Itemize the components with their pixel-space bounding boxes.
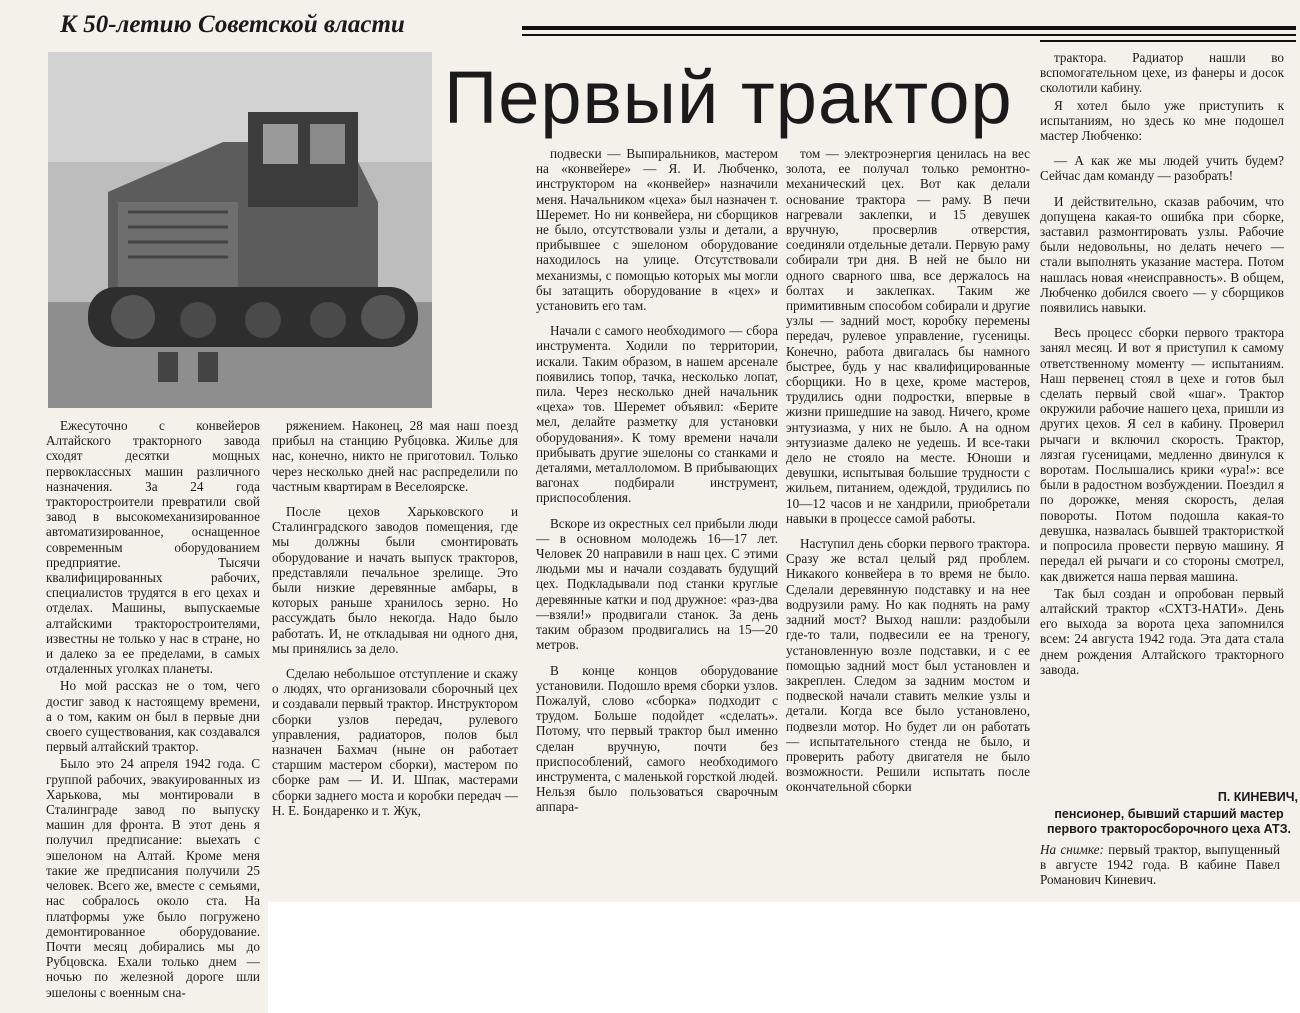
col5-paragraph: Так был создан и опробован первый алтайский трактор «СХТЗ-НАТИ». День его выхода за ворота цеха запомнился всем: 24 августа 1942 года. Эта дата стала днем рождения Алтайского тракторного завода. bbox=[1040, 585, 1284, 677]
column-3 bbox=[536, 146, 778, 902]
author-title: пенсионер, бывший старший мастер первого тракторосборочного цеха АТЗ. bbox=[1047, 807, 1291, 836]
col1-paragraph: Было это 24 апреля 1942 года. С группой рабочих, эвакуированных из Харькова, мы монтировали в Сталинграде завод по выпуску машин для фронта. В этот день я получил предписание: выехать с эшелоном на Алтай. Кроме меня такие же предписания получили 25 человек. Всего же, вместе с семьями, нас собралось около ста. На платформы уже было погружено демонтированное оборудование. Почти месяц добирались мы до Рубцовска. Ехали только днем — ночью по железной дороге шли эшелоны с военным сна- bbox=[46, 756, 260, 1000]
caption-text: первый трактор, выпущенный в августе 1942 года. В кабине Павел Романович Киневич. bbox=[1040, 842, 1280, 888]
col3-paragraph: Начали с самого необходимого — сбора инструмента. Ходили по территории, искали. Таким образом, в нашем арсенале появились топор, тачка, несколько лопат, пила. Через несколько дней начальник «цеха» тов. Шеремет объявил: «Берите мел, делайте разметку для установки оборудования». К тому времени начали прибывать другие эшелоны со станками и деталями, металлоломом. В прибывающих вагонах подбирали инструмент, приспособления. bbox=[536, 323, 778, 506]
photo-caption bbox=[1040, 842, 1280, 888]
col2-paragraph: После цехов Харьковского и Сталинградского заводов помещения, где мы должны были смонтировать оборудование и начать выпуск тракторов, представляли печальное зрелище. Это были низкие деревянные амбары, в которых раньше хранилось зерно. Но рассуждать было некогда. Надо было работать. И, не откладывая ни одного дня, мы принялись за дело. bbox=[272, 504, 518, 656]
col5-paragraph: И действительно, сказав рабочим, что допущена какая-то ошибка при сборке, заставил размонтировать узлы. Рабочие были недовольны, но делать нечего — стали выполнять указание мастера. Потом нашлась новая «неисправность». В общем, Любченко добился своего — у сборщиков появились навыки. bbox=[1040, 193, 1284, 316]
header-rule-thin-lower bbox=[1040, 40, 1296, 42]
col5-paragraph: Я хотел было уже приступить к испытаниям, но здесь ко мне подошел мастер Любченко: bbox=[1040, 97, 1284, 144]
col5-paragraph: трактора. Радиатор нашли во вспомогательном цехе, из фанеры и досок сколотили кабину. bbox=[1040, 50, 1284, 96]
col4-paragraph: Наступил день сборки первого трактора. Сразу же встал целый ряд проблем. Никакого конвейера в то время не было. Сделали деревянную подставку и на нее водрузили раму. Но как поднять на раму задний мост? Выход нашли: раздобыли где-то тали, подвесили ее на треногу, установленную возле подставки, и с ее помощью задний мост был установлен и закреплен. Следом за задним мостом и подвеской начали ставить мелкие узлы и детали. Когда все было установлено, подвезли мотор. Но будет ли он работать — испытательного стенда не было, и проверить работу двигателя не было возможности. Решили испытать после окончательной сборки bbox=[786, 536, 1030, 795]
col1-paragraph: Но мой рассказ не о том, чего достиг завод к настоящему времени, а о том, каким он был в первые дни своего существования, как создавался первый алтайский трактор. bbox=[46, 678, 260, 755]
column-1 bbox=[46, 418, 260, 1013]
col3-paragraph: подвески — Выпиральников, мастером на «конвейере» — Я. И. Любченко, инструктором на «конвейер» назначили меня. Начальником «цеха» был назначен т. Шеремет. Но ни конвейера, ни сборщиков не было, отсутствовали узлы и детали, а прибывшее с эшелоном оборудование находилось на улице. Отсутствовали механизмы, с помощью которых мы могли бы затащить оборудование в «цех» и установить его там. bbox=[536, 146, 778, 314]
article-headline: Первый трактор bbox=[444, 56, 1013, 139]
col1-paragraph: Ежесуточно с конвейеров Алтайского тракторного завода сходят десятки мощных первоклассных машин различного назначения. За 24 года тракторостроители превратили свой завод в высокомеханизированное автоматизированное, оснащенное современным оборудованием предприятие. Тысячи квалифицированных рабочих, специалистов трудятся в его цехах и отделах. Машины, выпускаемые алтайскими тракторостроителями, известны не только у нас в стране, но и далеко за ее пределами, в самых отдаленных уголках планеты. bbox=[46, 418, 260, 677]
col4-paragraph: том — электроэнергия ценилась на вес золота, ее получал только ремонтно-механический цех. Вот как делали основание трактора — раму. В печи нагревали заклепки, и 15 девушек вручную, просверлив отверстия, соединяли отдельные детали. Первую раму собирали три дня. В ней не было ни одного сварного шва, все держалось на болтах и заклепках. Таким же примитивным способом собирали и другие узлы — задний мост, коробку перемены передач, рулевое управление, гусеницы. Конечно, работа двигалась бы намного быстрее, будь у нас квалифицированные сборщики. Но в цехе, кроме мастеров, трудились одни подростки, впервые в жизни пришедшие на завод. Ничего, кроме энтузиазма, у них не было. А на одном энтузиазме далеко не уедешь. И все-таки дело не стояло на месте. Юноши и девушки, испытывая большие трудности с жильем, питанием, одеждой, трудились по 10—12 часов и не хандрили, приобретали навыки в процессе самой работы. bbox=[786, 146, 1030, 526]
column-4 bbox=[786, 146, 1030, 902]
col2-paragraph: ряжением. Наконец, 28 мая наш поезд прибыл на станцию Рубцовка. Жилье для нас, конечно, никто не приготовил. Только через несколько дней нас распределили по частным квартирам в Веселоярске. bbox=[272, 418, 518, 494]
col5-paragraph: Весь процесс сборки первого трактора занял месяц. И вот я приступил к самому ответственному моменту — испытаниям. Наш первенец стоял в цехе и готов был сделать первый свой «шаг». Трактор окружили рабочие нашего цеха, пришли из других цехов. Я сел в кабину. Проверил рычаги и включил скорость. Трактор, лязгая гусеницами, медленно двинулся к воротам. Послышались крики «ура!»: все были в радостном возбуждении. Поездил я по дорожке, меняя скорость, делая повороты. Потом подошла какая-то девушка, назвалась бывшей трактористкой и попросила провести первую машину. Я передал ей рычаги и со стороны смотрел, как движется наша первая машина. bbox=[1040, 325, 1284, 584]
col2-paragraph: Сделаю небольшое отступление и скажу о людях, что организовали сборочный цех и создавали первый трактор. Инструктором сборки узлов передач, рулевого управления, радиаторов, полов был назначен Бахмач (ныне он работает старшим мастером сборки), мастером по сборке рам — И. И. Шпак, мастерами сборки заднего моста и коробки передач — Н. Е. Бондаренко и т. Жук, bbox=[272, 666, 518, 818]
column-5 bbox=[1040, 50, 1284, 784]
tractor-photo bbox=[48, 52, 432, 408]
author-name: П. КИНЕВИЧ, bbox=[1217, 790, 1298, 804]
header-rule-thin bbox=[522, 34, 1296, 36]
col3-paragraph: В конце концов оборудование установили. Подошло время сборки узлов. Пожалуй, слово «сборка» подходит с трудом. Больше подойдет «сделать». Потому, что первый трактор был именно сделан вручную, почти без приспособлений, самого необходимого инструмента, с маленькой горсткой людей. Нельзя было пользоваться сварочным аппара- bbox=[536, 662, 778, 815]
tractor-illustration bbox=[48, 52, 432, 408]
col5-paragraph: — А как же мы людей учить будем? Сейчас дам команду — разобрать! bbox=[1040, 153, 1284, 184]
author-signature bbox=[1040, 790, 1298, 837]
blank-area bbox=[268, 902, 1300, 1013]
rubric-heading: К 50-летию Советской власти bbox=[60, 11, 405, 38]
caption-label: На снимке: bbox=[1040, 842, 1104, 857]
column-2 bbox=[272, 418, 518, 902]
col3-paragraph: Вскоре из окрестных сел прибыли люди — в основном молодежь 16—17 лет. Человек 20 направили в наш цех. С этими людьми мы и начали создавать будущий цех. Подкладывали под станки круглые деревянные катки и под дружное: «раз-два—взяли!» продвигали станок. За день таким образом продвигались на 15—20 метров. bbox=[536, 515, 778, 653]
header-rule-thick bbox=[522, 26, 1296, 30]
